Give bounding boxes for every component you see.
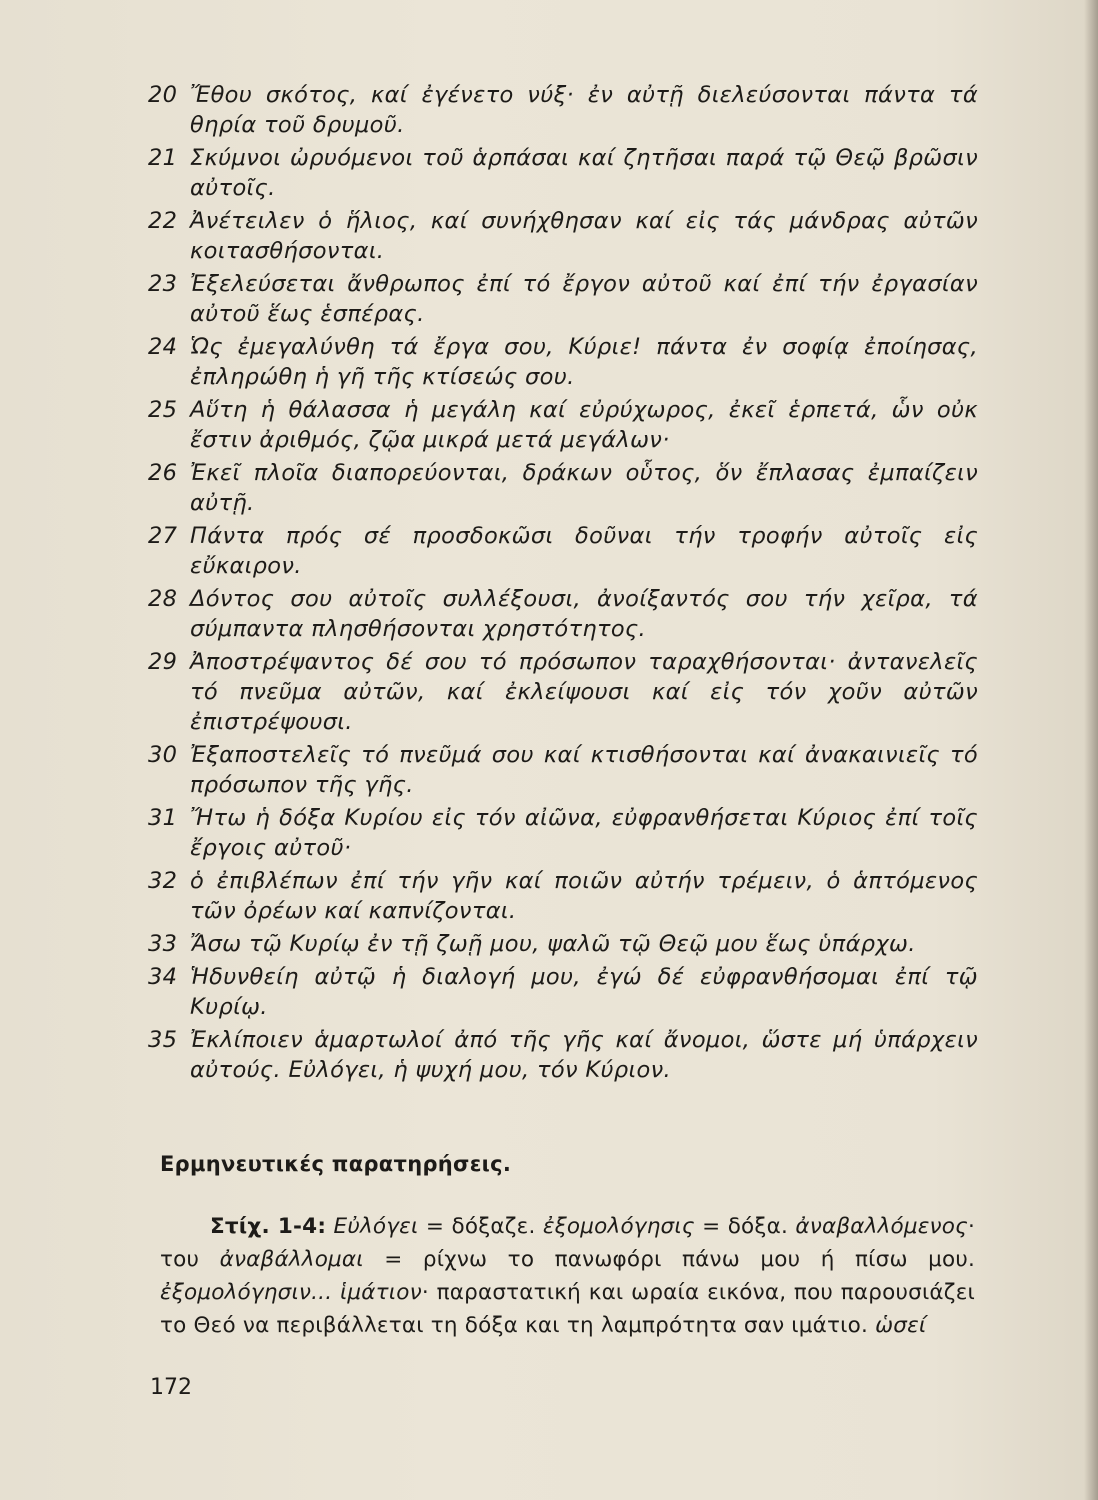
- verse-number: 25: [148, 397, 178, 423]
- verse-text: Ἡδυνθείη αὐτῷ ἡ διαλογή μου, ἐγώ δέ εὐφρανθήσομαι ἐπί τῷ Κυρίῳ.: [190, 964, 978, 1020]
- verse-text: Πάντα πρός σέ προσδοκῶσι δοῦναι τήν τροφήν αὐτοῖς εἰς εὔκαιρον.: [190, 523, 978, 579]
- verse-text: Ἀποστρέψαντος δέ σου τό πρόσωπον ταραχθήσονται· ἀντανελεῖς τό πνεῦμα αὐτῶν, καί ἐκλείψουσι καί εἰς τόν χοῦν αὐτῶν ἐπιστρέψουσι.: [190, 649, 978, 735]
- verse-number: 20: [148, 82, 178, 108]
- verse-number: 24: [148, 334, 178, 360]
- commentary-term: ὡσεί: [875, 1313, 927, 1338]
- verse-text: Ἐξαποστελεῖς τό πνεῦμά σου καί κτισθήσονται καί ἀνακαινιεῖς τό πρόσωπον τῆς γῆς.: [190, 742, 978, 798]
- verse-text: Ἤτω ἡ δόξα Κυρίου εἰς τόν αἰῶνα, εὐφρανθήσεται Κύριος ἐπί τοῖς ἔργοις αὐτοῦ·: [190, 805, 978, 861]
- commentary-term: ἀναβάλλομαι: [219, 1247, 364, 1272]
- verse-number: 33: [148, 931, 178, 957]
- verse: [148, 866, 978, 926]
- verse-text: ὁ ἐπιβλέπων ἐπί τήν γῆν καί ποιῶν αὐτήν τρέμειν, ὁ ἁπτόμενος τῶν ὀρέων καί καπνίζονται.: [190, 868, 978, 924]
- verse-number: 30: [148, 742, 178, 768]
- commentary-term: ἐξομολόγησις: [542, 1214, 695, 1239]
- verse-number: 27: [148, 523, 178, 549]
- verse-number: 23: [148, 271, 178, 297]
- commentary-text: = δόξα.: [694, 1214, 796, 1239]
- verse: [148, 929, 978, 959]
- verse-number: 35: [148, 1027, 178, 1053]
- verse: [148, 1025, 978, 1085]
- verse-text: Ὡς ἐμεγαλύνθη τά ἔργα σου, Κύριε! πάντα ἐν σοφίᾳ ἐποίησας, ἐπληρώθη ἡ γῆ τῆς κτίσεώς σου.: [190, 334, 978, 390]
- verse-text: Ἄσω τῷ Κυρίῳ ἐν τῇ ζωῇ μου, ψαλῶ τῷ Θεῷ μου ἕως ὑπάρχω.: [190, 931, 916, 957]
- verse-text: Ἐκεῖ πλοῖα διαπορεύονται, δράκων οὗτος, ὅν ἔπλασας ἐμπαίζειν αὐτῇ.: [190, 460, 978, 516]
- verse-number: 34: [148, 964, 178, 990]
- commentary-paragraph: [160, 1210, 975, 1342]
- commentary-text: · του: [160, 1214, 975, 1272]
- commentary-text: = ρίχνω το πανωφόρι πάνω μου ή πίσω μου.: [363, 1247, 975, 1272]
- verse-number: 29: [148, 649, 178, 675]
- verse-text: Ἐκλίποιεν ἁμαρτωλοί ἀπό τῆς γῆς καί ἄνομοι, ὥστε μή ὑπάρχειν αὐτούς. Εὐλόγει, ἡ ψυχή μου, τόν Κύριον.: [190, 1027, 978, 1083]
- verse-number: 32: [148, 868, 178, 894]
- verse: [148, 269, 978, 329]
- verse: [148, 143, 978, 203]
- verse-text: Αὕτη ἡ θάλασσα ἡ μεγάλη καί εὐρύχωρος, ἐκεῖ ἑρπετά, ὧν οὐκ ἔστιν ἀριθμός, ζῷα μικρά μετά μεγάλων·: [190, 397, 978, 453]
- verse: [148, 395, 978, 455]
- verse: [148, 803, 978, 863]
- verse: [148, 740, 978, 800]
- verse-text: Ἔθου σκότος, καί ἐγένετο νύξ· ἐν αὐτῇ διελεύσονται πάντα τά θηρία τοῦ δρυμοῦ.: [190, 82, 978, 138]
- verse: [148, 332, 978, 392]
- verse-text: Ἐξελεύσεται ἄνθρωπος ἐπί τό ἔργον αὐτοῦ καί ἐπί τήν ἐργασίαν αὐτοῦ ἕως ἑσπέρας.: [190, 271, 978, 327]
- psalm-verses: [148, 80, 978, 1088]
- page-number: 172: [150, 1375, 192, 1400]
- section-heading: Ερμηνευτικές παρατηρήσεις.: [160, 1152, 512, 1176]
- commentary-text: = δόξαζε.: [418, 1214, 543, 1239]
- verse-text: Δόντος σου αὐτοῖς συλλέξουσι, ἀνοίξαντός σου τήν χεῖρα, τά σύμπαντα πλησθήσονται χρηστότητος.: [190, 586, 978, 642]
- commentary-term: ἐξομολόγησιν... ἱμάτιον: [160, 1280, 422, 1305]
- verse-number: 28: [148, 586, 178, 612]
- binding-shadow: [1084, 0, 1098, 1500]
- verse-number: 21: [148, 145, 178, 171]
- verse: [148, 458, 978, 518]
- verse: [148, 80, 978, 140]
- commentary-verse-label: Στίχ. 1-4:: [210, 1214, 327, 1239]
- verse: [148, 521, 978, 581]
- verse: [148, 962, 978, 1022]
- commentary-term: Εὐλόγει: [333, 1214, 419, 1239]
- verse-number: 26: [148, 460, 178, 486]
- verse-text: Σκύμνοι ὠρυόμενοι τοῦ ἁρπάσαι καί ζητῆσαι παρά τῷ Θεῷ βρῶσιν αὐτοῖς.: [190, 145, 978, 201]
- verse: [148, 584, 978, 644]
- commentary-text: · παραστατική και ωραία εικόνα, που παρουσιάζει το Θεό να περιβάλλεται τη δόξα και τη λαμπρότητα σαν ιμάτιο.: [160, 1280, 975, 1338]
- verse: [148, 206, 978, 266]
- commentary-term: ἀναβαλλόμενος: [795, 1214, 968, 1239]
- verse: [148, 647, 978, 737]
- verse-number: 31: [148, 805, 178, 831]
- verse-text: Ἀνέτειλεν ὁ ἥλιος, καί συνήχθησαν καί εἰς τάς μάνδρας αὐτῶν κοιτασθήσονται.: [190, 208, 978, 264]
- verse-number: 22: [148, 208, 178, 234]
